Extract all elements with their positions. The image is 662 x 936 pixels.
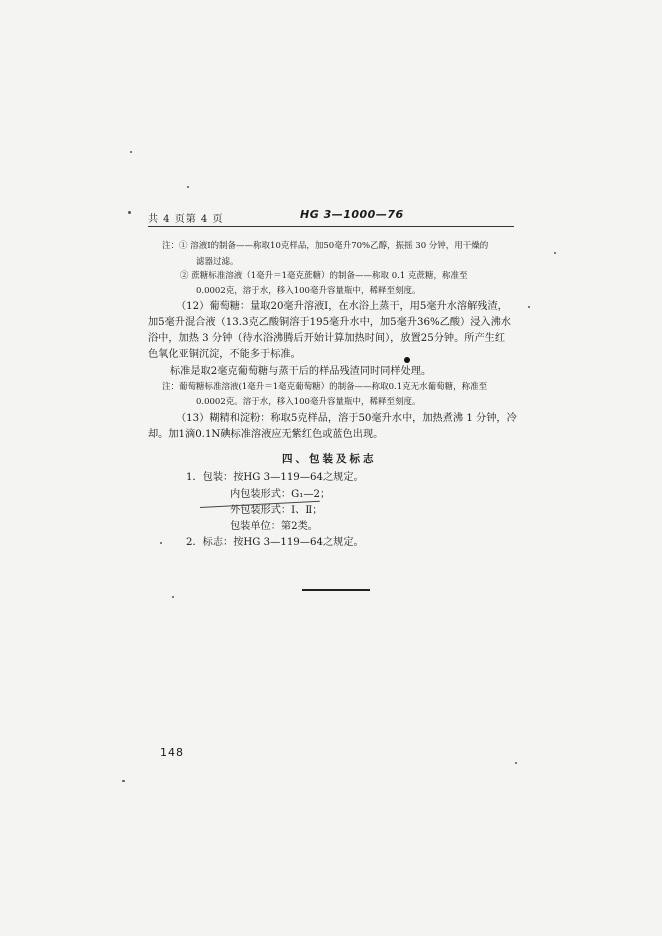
end-rule <box>302 589 370 591</box>
page-number: 148 <box>160 746 184 759</box>
scan-speck <box>187 186 189 188</box>
scan-speck <box>160 542 162 544</box>
item12-line1: （12）葡萄糖：量取20毫升溶液Ⅰ，在水浴上蒸干，用5毫升水溶解残渣， <box>176 301 508 312</box>
scan-speck <box>554 252 556 254</box>
page-count: 共 4 页第 4 页 <box>148 214 224 225</box>
inner-packaging: 内包装形式：G₁—2； <box>230 489 331 500</box>
item13-line2: 却。加1滴0.1N碘标准溶液应无紫红色或蓝色出现。 <box>148 429 384 440</box>
header-divider <box>148 226 514 227</box>
note1-line1: 注：① 溶液Ⅰ的制备——称取10克样品，加50毫升70%乙醇，振摇 30 分钟，用干燥的 <box>162 241 489 251</box>
note2-line2: 0.0002克，溶于水，移入100毫升容量瓶中，稀释至刻度。 <box>196 286 421 296</box>
scan-speck <box>128 211 131 214</box>
item12-line2: 加5毫升混合液（13.3克乙酸铜溶于195毫升水中，加5毫升36%乙酸）浸入沸水 <box>148 317 511 328</box>
ink-spot <box>404 357 410 363</box>
note1-line2: 滤器过滤。 <box>196 257 239 267</box>
marking-item: 2．标志：按HG 3—119—64之规定。 <box>186 537 364 548</box>
item12-line4: 色氧化亚铜沉淀，不能多于标准。 <box>148 349 301 360</box>
standard-code: HG 3—1000—76 <box>300 208 404 221</box>
outer-packaging: 外包装形式：Ⅰ、Ⅱ； <box>230 505 323 516</box>
page-header <box>148 208 514 224</box>
item12-line3: 浴中，加热 3 分钟（待水浴沸腾后开始计算加热时间），放置25分钟。所产生红 <box>148 333 506 344</box>
item12-standard: 标准是取2毫克葡萄糖与蒸干后的样品残渣同时同样处理。 <box>170 366 432 377</box>
packaging-unit: 包装单位：第2类。 <box>230 521 318 532</box>
scan-speck <box>130 151 132 153</box>
scan-speck <box>515 762 517 764</box>
section-heading: 四、包装及标志 <box>282 453 377 465</box>
scan-speck <box>122 780 125 782</box>
note2-line1: ② 蔗糖标准溶液（1毫升＝1毫克蔗糖）的制备——称取 0.1 克蔗糖，称准至 <box>180 271 468 281</box>
packaging-item: 1．包装：按HG 3—119—64之规定。 <box>186 472 364 483</box>
item13-line1: （13）糊精和淀粉：称取5克样品，溶于50毫升水中，加热煮沸 1 分钟，冷 <box>176 413 517 424</box>
item12-note-line1: 注：葡萄糖标准溶液(1毫升＝1毫克葡萄糖）的制备——称取0.1克无水葡萄糖，称准至 <box>162 382 488 392</box>
scan-speck <box>528 306 530 308</box>
item12-note-line2: 0.0002克。溶于水，移入100毫升容量瓶中，稀释至刻度。 <box>196 397 421 407</box>
scan-speck <box>172 596 174 598</box>
